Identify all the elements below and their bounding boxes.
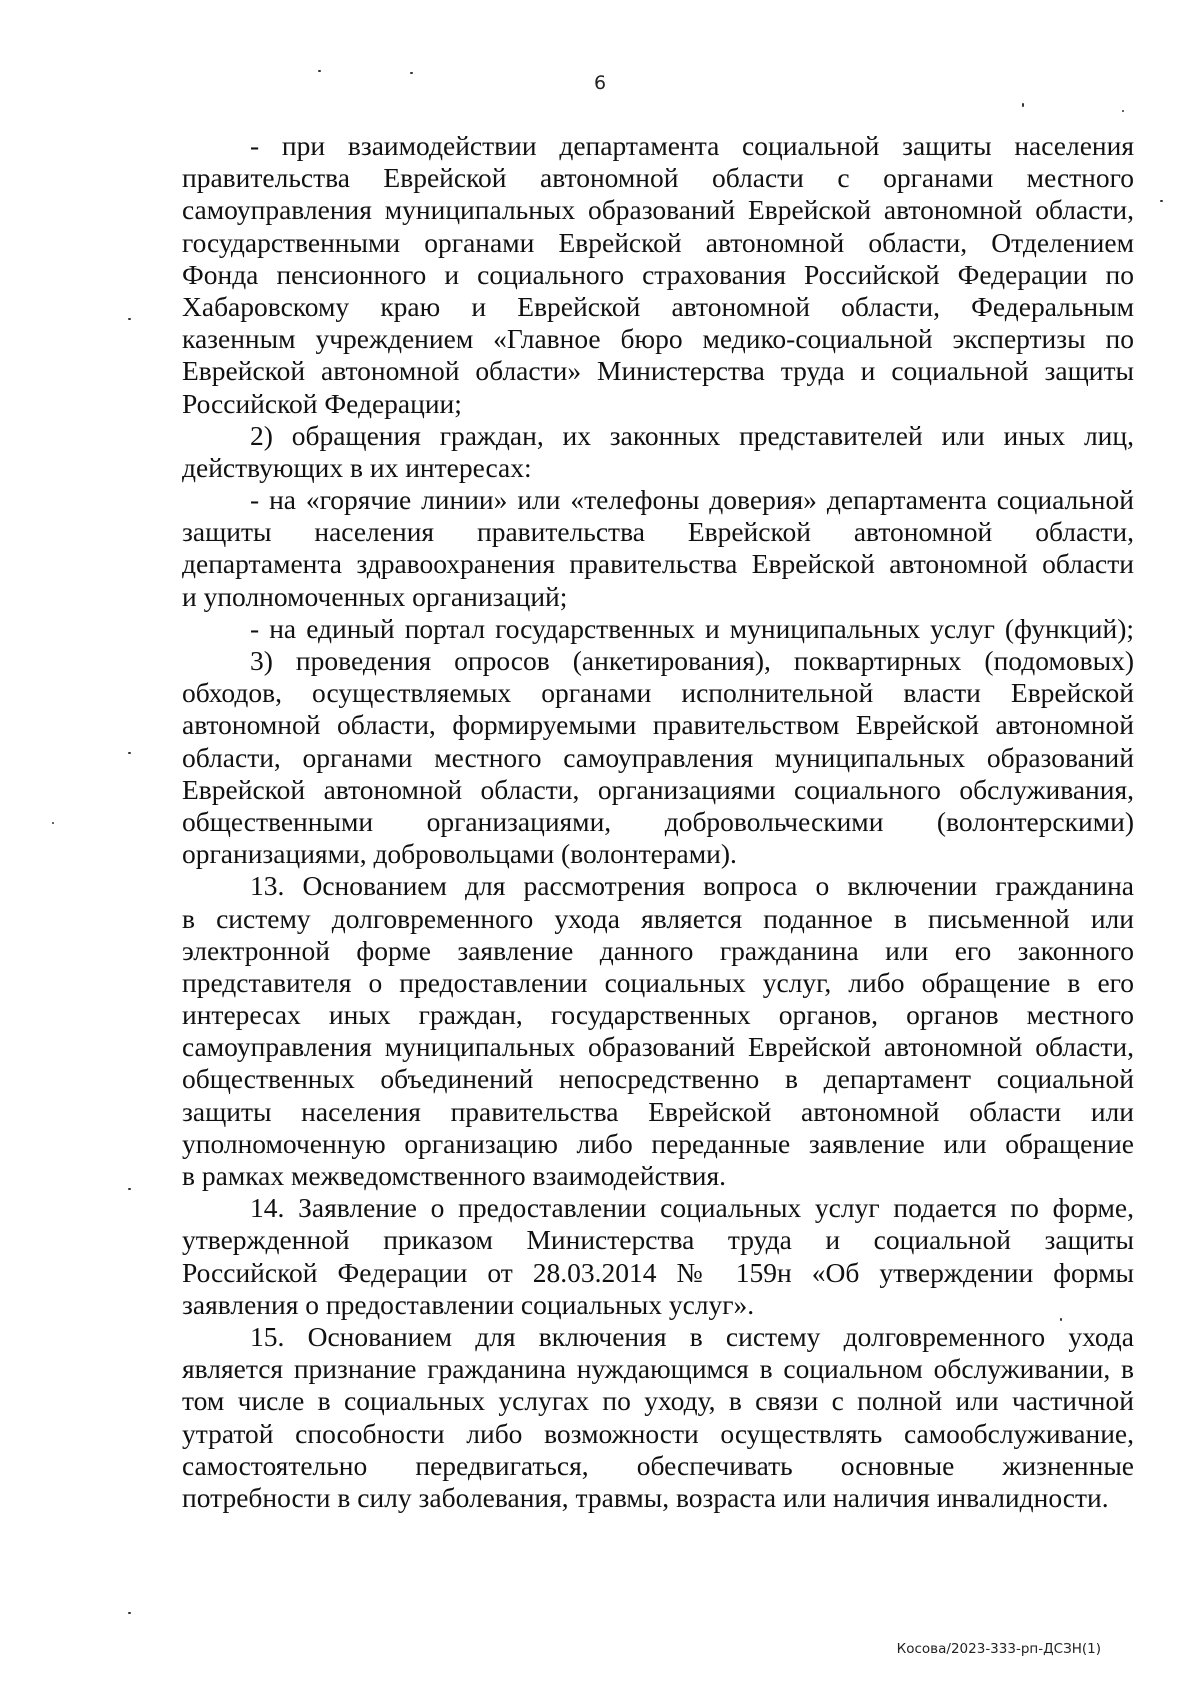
- scan-speck: [318, 70, 321, 72]
- scan-speck: [1160, 200, 1163, 202]
- document-body: [182, 130, 1134, 1514]
- text-line: электронной форме заявление данного гражданина или его законного: [182, 934, 1134, 966]
- text-line: Хабаровскому краю и Еврейской автономной области, Федеральным: [182, 290, 1134, 322]
- text-line: правительства Еврейской автономной области с органами местного: [182, 162, 1134, 194]
- text-line: в систему долговременного ухода является поданное в письменной или: [182, 902, 1134, 934]
- text-line: автономной области, формируемыми правительством Еврейской автономной: [182, 709, 1134, 741]
- text-line: департамента здравоохранения правительства Еврейской автономной области: [182, 548, 1134, 580]
- text-line: защиты населения правительства Еврейской автономной области или: [182, 1095, 1134, 1127]
- text-line: Еврейской автономной области» Министерства труда и социальной защиты: [182, 355, 1134, 387]
- text-line: 3) проведения опросов (анкетирования), поквартирных (подомовых): [250, 645, 1134, 676]
- text-line: Российской Федерации от 28.03.2014 № 159н «Об утверждении формы: [182, 1256, 1134, 1288]
- text-line: - при взаимодействии департамента социальной защиты населения: [250, 130, 1134, 161]
- page-number: 6: [593, 72, 607, 94]
- text-line: 14. Заявление о предоставлении социальных услуг подается по форме,: [250, 1192, 1134, 1224]
- scan-speck: [1122, 110, 1124, 112]
- text-line: потребности в силу заболевания, травмы, возраста или наличия инвалидности.: [182, 1481, 1109, 1513]
- text-line: уполномоченную организацию либо переданные заявление или обращение: [182, 1127, 1134, 1159]
- scan-speck: [128, 1188, 131, 1190]
- scan-speck: [52, 822, 54, 824]
- text-line: является признание гражданина нуждающимся в социальном обслуживании, в: [182, 1353, 1134, 1385]
- text-line: представителя о предоставлении социальных услуг, либо обращение в его: [182, 966, 1134, 998]
- text-line: Российской Федерации;: [182, 387, 462, 419]
- text-line: самоуправления муниципальных образований Еврейской автономной области,: [182, 194, 1134, 226]
- scan-speck: [410, 72, 413, 74]
- paragraph-13: [182, 870, 1134, 1192]
- text-line: 13. Основанием для рассмотрения вопроса о включении гражданина: [250, 870, 1134, 902]
- text-line: самостоятельно передвигаться, обеспечивать основные жизненные: [182, 1449, 1134, 1481]
- text-line: действующих в их интересах:: [182, 451, 532, 483]
- text-line: Еврейской автономной области, организациями социального обслуживания,: [182, 773, 1134, 805]
- text-line: организациями, добровольцами (волонтерами).: [182, 838, 737, 870]
- text-line: том числе в социальных услугах по уходу, в связи с полной или частичной: [182, 1385, 1134, 1417]
- text-line: Фонда пенсионного и социального страхования Российской Федерации по: [182, 258, 1134, 290]
- text-line: общественных объединений непосредственно в департамент социальной: [182, 1063, 1134, 1095]
- paragraph-surveys: [182, 645, 1134, 870]
- paragraph-15: [182, 1321, 1134, 1514]
- text-line: области, органами местного самоуправления муниципальных образований: [182, 741, 1134, 773]
- text-line: 15. Основанием для включения в систему долговременного ухода: [250, 1320, 1134, 1352]
- text-line: утратой способности либо возможности осуществлять самообслуживание,: [182, 1417, 1134, 1449]
- document-reference-footer: Косова/2023-333-рп-ДСЗН(1): [896, 1641, 1101, 1657]
- paragraph-hotlines: [182, 484, 1134, 613]
- text-line: защиты населения правительства Еврейской автономной области,: [182, 516, 1134, 548]
- scan-speck: [1022, 103, 1024, 107]
- text-line: - на «горячие линии» или «телефоны доверия» департамента социальной: [250, 484, 1134, 516]
- paragraph-14: [182, 1192, 1134, 1321]
- paragraph-interaction-list: [182, 130, 1134, 420]
- paragraph-unified-portal: [182, 613, 1134, 645]
- text-line: и уполномоченных организаций;: [182, 580, 568, 612]
- scan-speck: [128, 318, 131, 320]
- text-line: обходов, осуществляемых органами исполнительной власти Еврейской: [182, 677, 1134, 709]
- paragraph-citizen-appeals: [182, 420, 1134, 484]
- text-line: 2) обращения граждан, их законных представителей или иных лиц,: [250, 419, 1134, 451]
- text-line: в рамках межведомственного взаимодействия.: [182, 1160, 727, 1191]
- text-line: - на единый портал государственных и муниципальных услуг (функций);: [250, 612, 1134, 644]
- text-line: казенным учреждением «Главное бюро медико-социальной экспертизы по: [182, 323, 1134, 355]
- text-line: интересах иных граждан, государственных органов, органов местного: [182, 999, 1134, 1031]
- text-line: самоуправления муниципальных образований Еврейской автономной области,: [182, 1031, 1134, 1063]
- scan-speck: [128, 752, 131, 754]
- text-line: заявления о предоставлении социальных услуг».: [182, 1288, 755, 1320]
- text-line: государственными органами Еврейской автономной области, Отделением: [182, 226, 1134, 258]
- text-line: общественными организациями, добровольческими (волонтерскими): [182, 805, 1134, 837]
- text-line: утвержденной приказом Министерства труда и социальной защиты: [182, 1224, 1134, 1256]
- scan-speck: [1060, 1318, 1062, 1321]
- scan-speck: [128, 1612, 131, 1614]
